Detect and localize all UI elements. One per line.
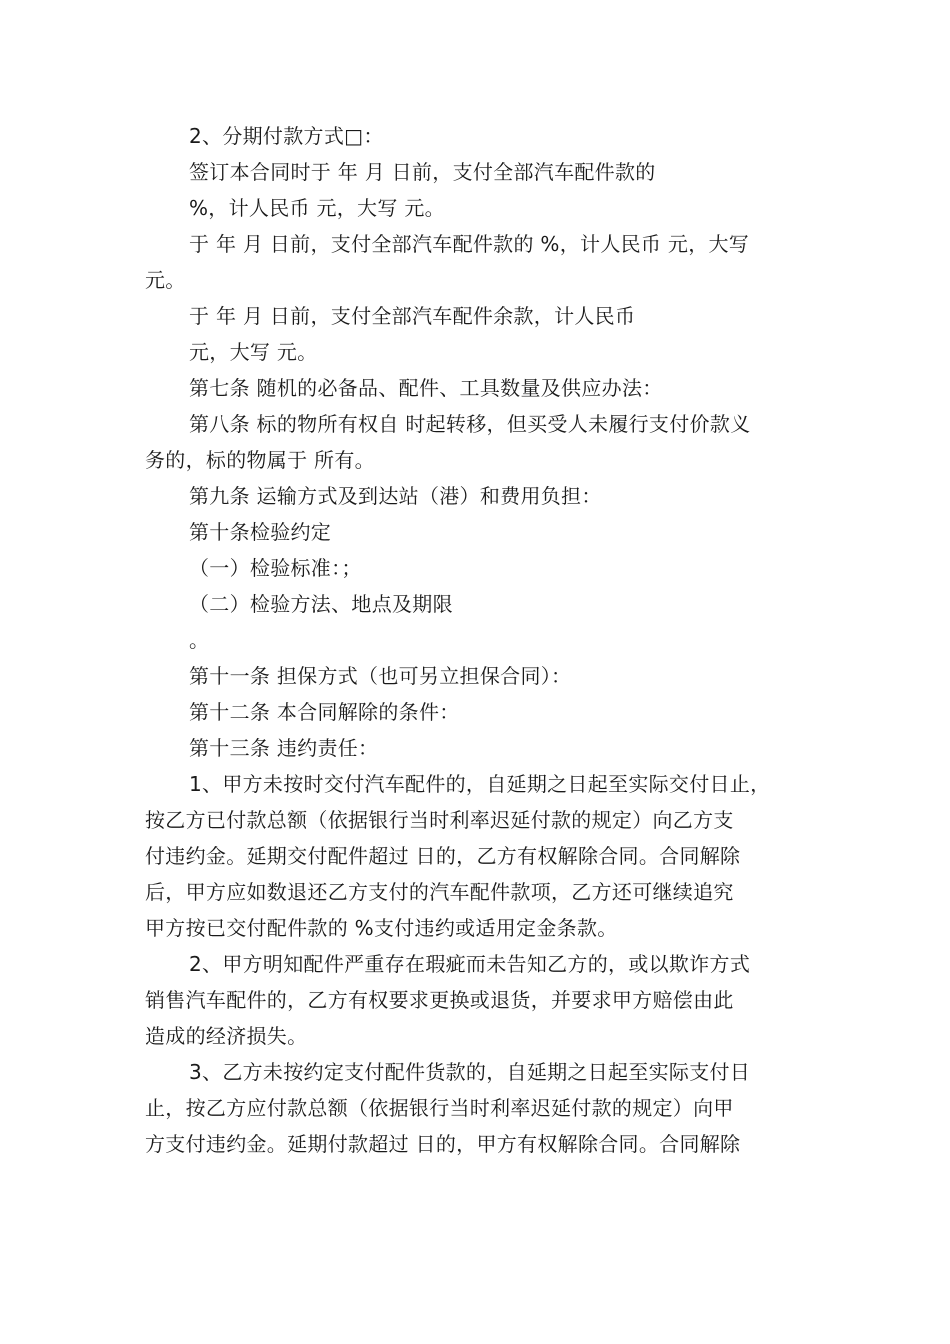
document-line: 甲方按已交付配件款的 %支付违约或适用定金条款。: [145, 916, 618, 940]
document-line: 。: [189, 628, 210, 652]
document-line: 第十一条 担保方式（也可另立担保合同）：: [189, 664, 572, 688]
document-line: 造成的经济损失。: [145, 1024, 308, 1048]
document-line: 销售汽车配件的，乙方有权要求更换或退货，并要求甲方赔偿由此: [145, 988, 734, 1012]
document-line: %，计人民币 元，大写 元。: [189, 196, 445, 220]
document-line: 务的，标的物属于 所有。: [145, 448, 375, 472]
document-line: 第十二条 本合同解除的条件：: [189, 700, 460, 724]
document-body: [145, 118, 810, 1162]
document-line: 2、甲方明知配件严重存在瑕疵而未告知乙方的，或以欺诈方式: [189, 952, 751, 976]
document-line: 第八条 标的物所有权自 时起转移，但买受人未履行支付价款义: [189, 412, 751, 436]
document-line: 于 年 月 日前，支付全部汽车配件余款，计人民币: [189, 304, 636, 328]
document-line: 按乙方已付款总额（依据银行当时利率迟延付款的规定）向乙方支: [145, 808, 734, 832]
document-line: 第九条 运输方式及到达站（港）和费用负担：: [189, 484, 602, 508]
document-line: 元，大写 元。: [189, 340, 318, 364]
document-line: 后，甲方应如数退还乙方支付的汽车配件款项，乙方还可继续追究: [145, 880, 734, 904]
document-line: （二）检验方法、地点及期限: [189, 592, 453, 616]
document-line: 付违约金。延期交付配件超过 日的，乙方有权解除合同。合同解除: [145, 844, 741, 868]
document-line: 元。: [145, 268, 186, 292]
document-line: 第七条 随机的必备品、配件、工具数量及供应办法：: [189, 376, 663, 400]
document-line: 第十条检验约定: [189, 520, 332, 544]
document-line: 于 年 月 日前，支付全部汽车配件款的 %，计人民币 元，大写: [189, 232, 750, 256]
document-line: 2、分期付款方式□：: [189, 124, 384, 148]
document-line: 止，按乙方应付款总额（依据银行当时利率迟延付款的规定）向甲: [145, 1096, 734, 1120]
document-line: 第十三条 违约责任：: [189, 736, 379, 760]
document-line: 方支付违约金。延期付款超过 日的，甲方有权解除合同。合同解除: [145, 1132, 741, 1156]
document-line: 签订本合同时于 年 月 日前，支付全部汽车配件款的: [189, 160, 656, 184]
document-line: 1、甲方未按时交付汽车配件的，自延期之日起至实际交付日止，: [189, 772, 771, 796]
document-line: （一）检验标准：；: [189, 556, 362, 580]
document-line: 3、乙方未按约定支付配件货款的，自延期之日起至实际支付日: [189, 1060, 751, 1084]
